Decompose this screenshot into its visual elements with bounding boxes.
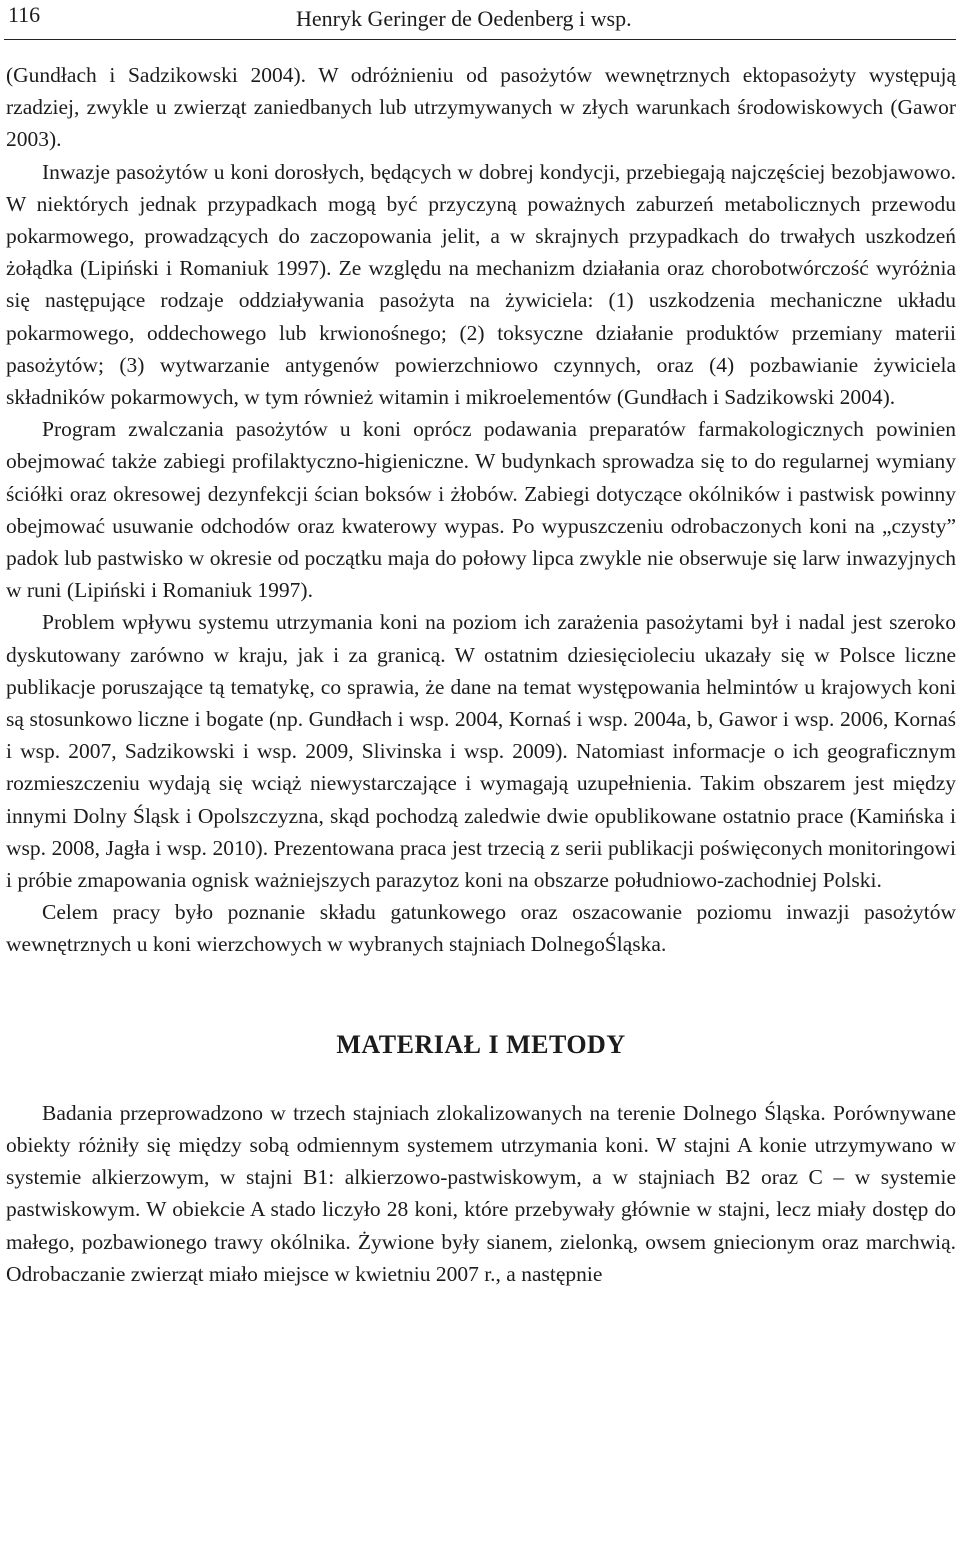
paragraph-1: (Gundłach i Sadzikowski 2004). W odróżnieniu od pasożytów wewnętrznych ektopasożyty występują rzadziej, zwykle u zwierząt zaniedbanych lub utrzymywanych w złych warunkach środowiskowych (Gawor 2003).: [6, 63, 956, 152]
body-text: [6, 59, 956, 1290]
section-heading: MATERIAŁ I METODY: [336, 1029, 626, 1059]
paragraph-2: Inwazje pasożytów u koni dorosłych, będących w dobrej kondycji, przebiegają najczęściej bezobjawowo. W niektórych jednak przypadkach mogą być przyczyną poważnych zaburzeń metabolicznych przewodu pokarmowego, prowadzących do zaczopowania jelit, a w skrajnych przypadkach do trwałych uszkodzeń żołądka (Lipiński i Romaniuk 1997). Ze względu na mechanizm działania oraz chorobotwórczość wyróżnia się następujące rodzaje oddziaływania pasożyta na żywiciela: (1) uszkodzenia mechaniczne układu pokarmowego, oddechowego lub krwionośnego; (2) toksyczne działanie produktów przemiany materii pasożytów; (3) wytwarzanie antygenów powierzchniowo czynnych, oraz (4) pozbawianie żywiciela składników pokarmowych, w tym również witamin i mikroelementów (Gundłach i Sadzikowski 2004).: [6, 159, 956, 410]
paragraph-4: Problem wpływu systemu utrzymania koni na poziom ich zarażenia pasożytami był i nadal jest szeroko dyskutowany zarówno w kraju, jak i za granicą. W ostatnim dziesięcioleciu ukazały się w Polsce liczne publikacje poruszające tą tematykę, co sprawia, że dane na temat występowania helmintów u krajowych koni są stosunkowo liczne i bogate (np. Gundłach i wsp. 2004, Kornaś i wsp. 2004a, b, Gawor i wsp. 2006, Kornaś i wsp. 2007, Sadzikowski i wsp. 2009, Slivinska i wsp. 2009). Natomiast informacje o ich geograficznym rozmieszczeniu wydają się wciąż niewystarczające i wymagają uzupełnienia. Takim obszarem jest między innymi Dolny Śląsk i Opolszczyzna, skąd pochodzą zaledwie dwie opublikowane ostatnio prace (Kamińska i wsp. 2008, Jagła i wsp. 2010). Prezentowana praca jest trzecią z serii publikacji poświęconych monitoringowi i próbie zmapowania ognisk ważniejszych parazytoz koni na obszarze południowo-zachodniej Polski.: [6, 610, 956, 893]
paragraph-3: Program zwalczania pasożytów u koni oprócz podawania preparatów farmakologicznych powinien obejmować także zabiegi profilaktyczno-higieniczne. W budynkach sprowadza się to do regularnej wymiany ściółki oraz okresowej dezynfekcji ścian boksów i żłobów. Zabiegi dotyczące okólników i pastwisk powinny obejmować usuwanie odchodów oraz kwaterowy wypas. Po wypuszczeniu odrobaczonych koni na „czysty” padok lub pastwisko w okresie od początku maja do połowy lipca zwykle nie obserwuje się larw inwazyjnych w runi (Lipiński i Romaniuk 1997).: [6, 417, 956, 603]
running-header: [4, 0, 956, 40]
page-number: 116: [8, 2, 41, 27]
running-head-authors: Henryk Geringer de Oedenberg i wsp.: [296, 6, 632, 31]
paragraph-5: Celem pracy było poznanie składu gatunkowego oraz oszacowanie poziomu inwazji pasożytów wewnętrznych u koni wierzchowych w wybranych stajniach DolnegoŚląska.: [6, 900, 956, 957]
methods-paragraph: Badania przeprowadzono w trzech stajniach zlokalizowanych na terenie Dolnego Śląska. Porównywane obiekty różniły się między sobą odmiennym systemem utrzymania koni. W stajni A konie utrzymywano w systemie alkierzowym, w stajni B1: alkierzowo-pastwiskowym, a w stajniach B2 oraz C – w systemie pastwiskowym. W obiekcie A stado liczyło 28 koni, które przebywały głównie w stajni, lecz miały dostęp do małego, pozbawionego trawy okólnika. Żywione były sianem, zielonką, owsem gniecionym oraz marchwią. Odrobaczanie zwierząt miało miejsce w kwietniu 2007 r., a następnie: [6, 1100, 956, 1286]
